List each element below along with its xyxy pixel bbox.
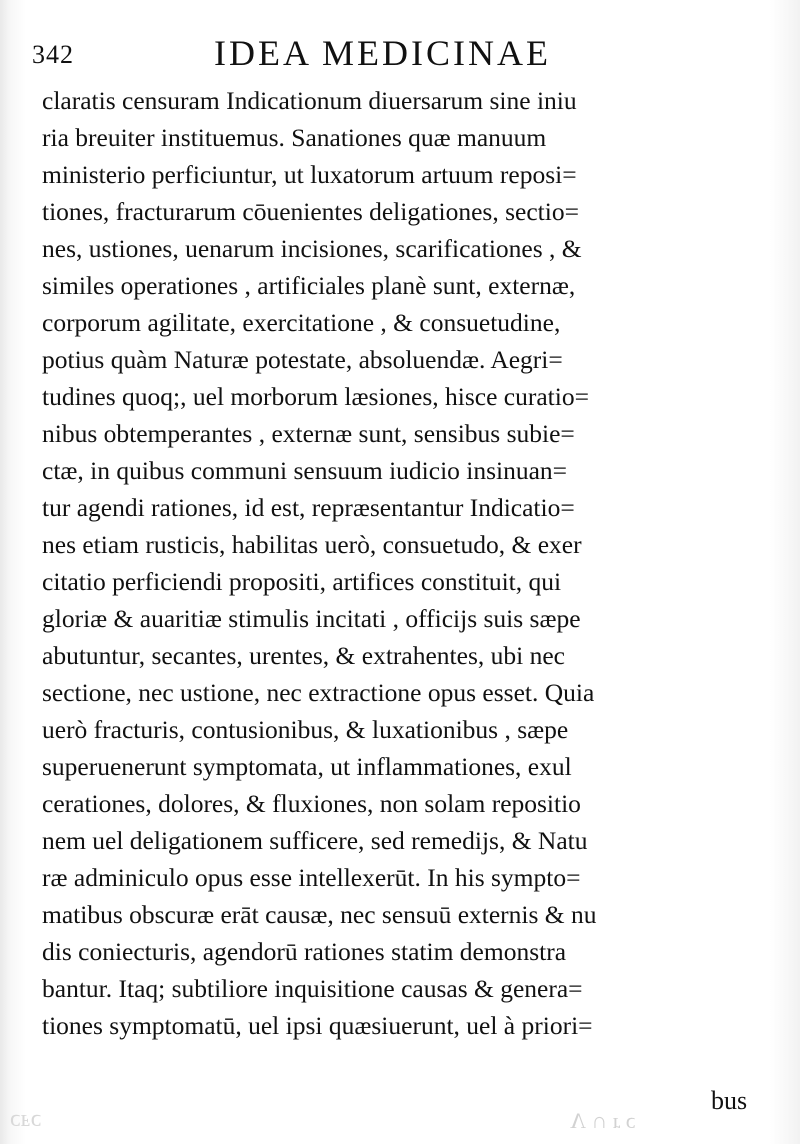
bleed-through-mark: ɔ ɹ ∩ Λ: [570, 1108, 636, 1133]
text-line: tiones, fracturarum cōuenientes deligationes, sectio=: [42, 197, 579, 226]
text-line: nes, ustiones, uenarum incisiones, scarificationes , &: [42, 234, 582, 263]
bleed-through-mark: ɔⅎɔ: [10, 1106, 42, 1132]
text-line: ræ adminiculo opus esse intellexerūt. In his sympto=: [42, 863, 581, 892]
text-line: nes etiam rusticis, habilitas uerò, consuetudo, & exer: [42, 530, 582, 559]
text-line: tudines quoq;, uel morborum læsiones, hisce curatio=: [42, 382, 589, 411]
text-line: uerò fracturis, contusionibus, & luxationibus , sæpe: [42, 715, 569, 744]
page-header: [30, 30, 770, 80]
text-line: sectione, nec ustione, nec extractione opus esset. Quia: [42, 678, 595, 707]
text-line: tur agendi rationes, id est, repræsentantur Indicatio=: [42, 493, 575, 522]
running-head: IDEA MEDICINAE: [214, 33, 551, 73]
text-line: corporum agilitate, exercitatione , & consuetudine,: [42, 308, 561, 337]
text-line: ministerio perficiuntur, ut luxatorum artuum reposi=: [42, 160, 577, 189]
bleed-through-texture: [10, 1100, 790, 1140]
text-line: potius quàm Naturæ potestate, absoluendæ. Aegri=: [42, 345, 563, 374]
text-line: superuenerunt symptomata, ut inflammationes, exul: [42, 752, 572, 781]
text-line: dis coniecturis, agendorū rationes statim demonstra: [42, 937, 567, 966]
text-line: citatio perficiendi propositi, artifices constituit, qui: [42, 567, 562, 596]
text-line: ctæ, in quibus communi sensuum iudicio insinuan=: [42, 456, 568, 485]
catchword: bus: [711, 1086, 748, 1115]
text-line: tiones symptomatū, uel ipsi quæsiuerunt, uel à priori=: [42, 1011, 593, 1040]
page-number: 342: [32, 40, 74, 69]
text-line: gloriæ & auaritiæ stimulis incitati , officijs suis sæpe: [42, 604, 581, 633]
text-line: claratis censuram Indicationum diuersarum sine iniu: [42, 86, 577, 115]
text-line: matibus obscuræ erāt causæ, nec sensuū externis & nu: [42, 900, 597, 929]
text-line: abutuntur, secantes, urentes, & extrahentes, ubi nec: [42, 641, 565, 670]
text-line: bantur. Itaq; subtiliore inquisitione causas & genera=: [42, 974, 583, 1003]
text-line: similes operationes , artificiales planè sunt, externæ,: [42, 271, 576, 300]
text-line: ria breuiter instituemus. Sanationes quæ manuum: [42, 123, 547, 152]
body-text: [42, 82, 770, 1044]
text-line: cerationes, dolores, & fluxiones, non solam repositio: [42, 789, 581, 818]
text-line: nem uel deligationem sufficere, sed remedijs, & Natu: [42, 826, 588, 855]
text-line: nibus obtemperantes , externæ sunt, sensibus subie=: [42, 419, 575, 448]
